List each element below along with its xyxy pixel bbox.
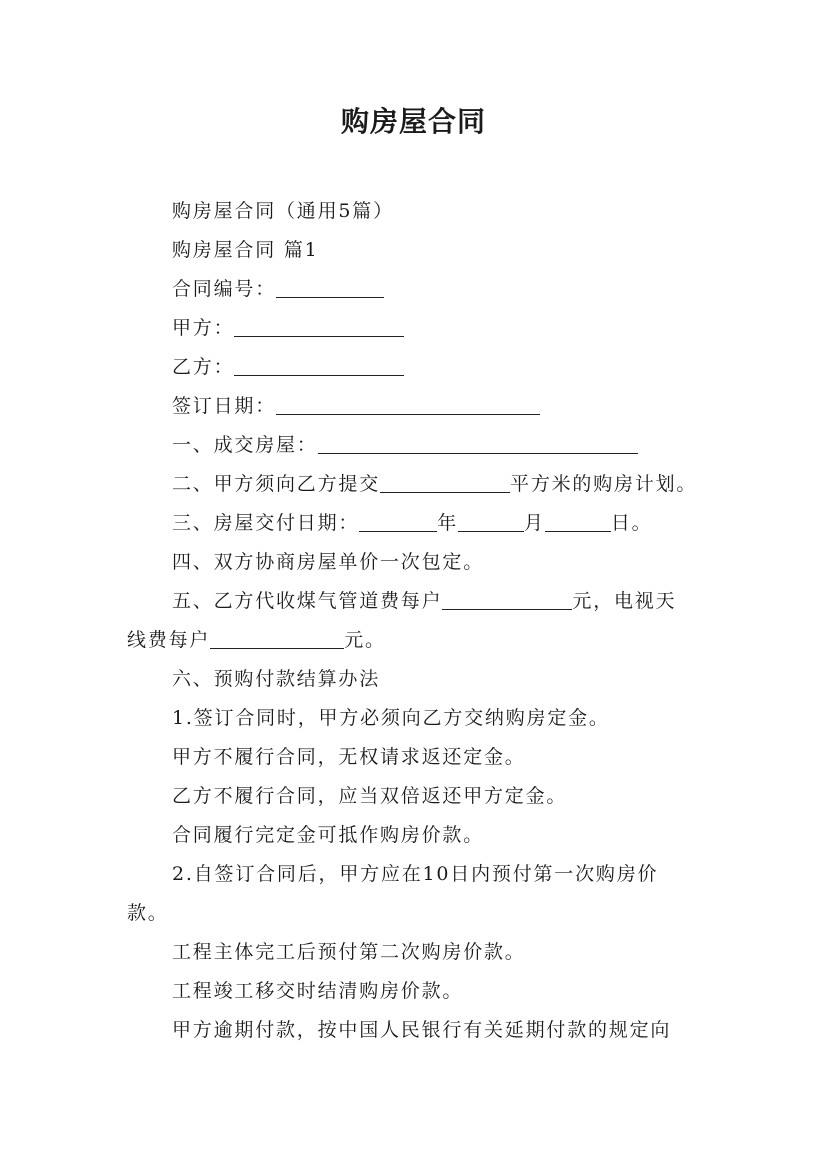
party-a-blank	[234, 314, 404, 337]
property-blank	[318, 431, 638, 454]
clause-3-line: 三、房屋交付日期： 年 月 日。	[127, 504, 707, 543]
contract-number-label: 合同编号：	[172, 278, 277, 300]
party-b-label: 乙方：	[172, 356, 235, 378]
year-blank	[359, 509, 437, 532]
signing-date-blank	[276, 392, 540, 415]
contract-number-line	[127, 270, 707, 309]
paragraph: 2.自签订合同后，甲方应在10日内预付第一次购房价	[172, 863, 659, 885]
subtitle-line: 购房屋合同（通用5篇）	[172, 200, 394, 222]
paragraph: 1.签订合同时，甲方必须向乙方交纳购房定金。	[172, 707, 610, 729]
area-blank	[380, 470, 510, 493]
paragraph-continuation: 款。	[127, 902, 169, 924]
clause-2-line: 二、甲方须向乙方提交 平方米的购房计划。	[127, 465, 707, 504]
paragraph: 乙方不履行合同，应当双倍返还甲方定金。	[172, 785, 568, 807]
clause-6-heading: 六、预购付款结算办法	[172, 668, 381, 690]
month-blank	[458, 509, 524, 532]
day-blank	[545, 509, 611, 532]
paragraph: 工程主体完工后预付第二次购房价款。	[172, 941, 526, 963]
party-b-blank	[234, 353, 404, 376]
clause-5-continuation: 线费每户 元。	[127, 621, 707, 660]
clause-4-line: 四、双方协商房屋单价一次包定。	[172, 551, 485, 573]
clause-1-line: 一、成交房屋：	[127, 426, 707, 465]
party-a-line	[127, 309, 707, 348]
paragraph: 工程竣工移交时结清购房价款。	[172, 980, 464, 1002]
clause-5-line: 五、乙方代收煤气管道费每户 元，电视天	[127, 582, 707, 621]
tv-fee-blank	[210, 626, 344, 649]
contract-number-blank	[276, 275, 384, 298]
document-body	[127, 192, 707, 1050]
gas-fee-blank	[442, 587, 572, 610]
paragraph: 甲方不履行合同，无权请求返还定金。	[172, 746, 526, 768]
paragraph: 合同履行完定金可抵作购房价款。	[172, 824, 485, 846]
party-a-label: 甲方：	[172, 317, 235, 339]
signing-date-label: 签订日期：	[172, 395, 277, 417]
signing-date-line	[127, 387, 707, 426]
document-title: 购房屋合同	[340, 105, 486, 138]
section-heading: 购房屋合同 篇1	[172, 239, 319, 261]
paragraph: 甲方逾期付款，按中国人民银行有关延期付款的规定向	[172, 1019, 672, 1041]
party-b-line	[127, 348, 707, 387]
